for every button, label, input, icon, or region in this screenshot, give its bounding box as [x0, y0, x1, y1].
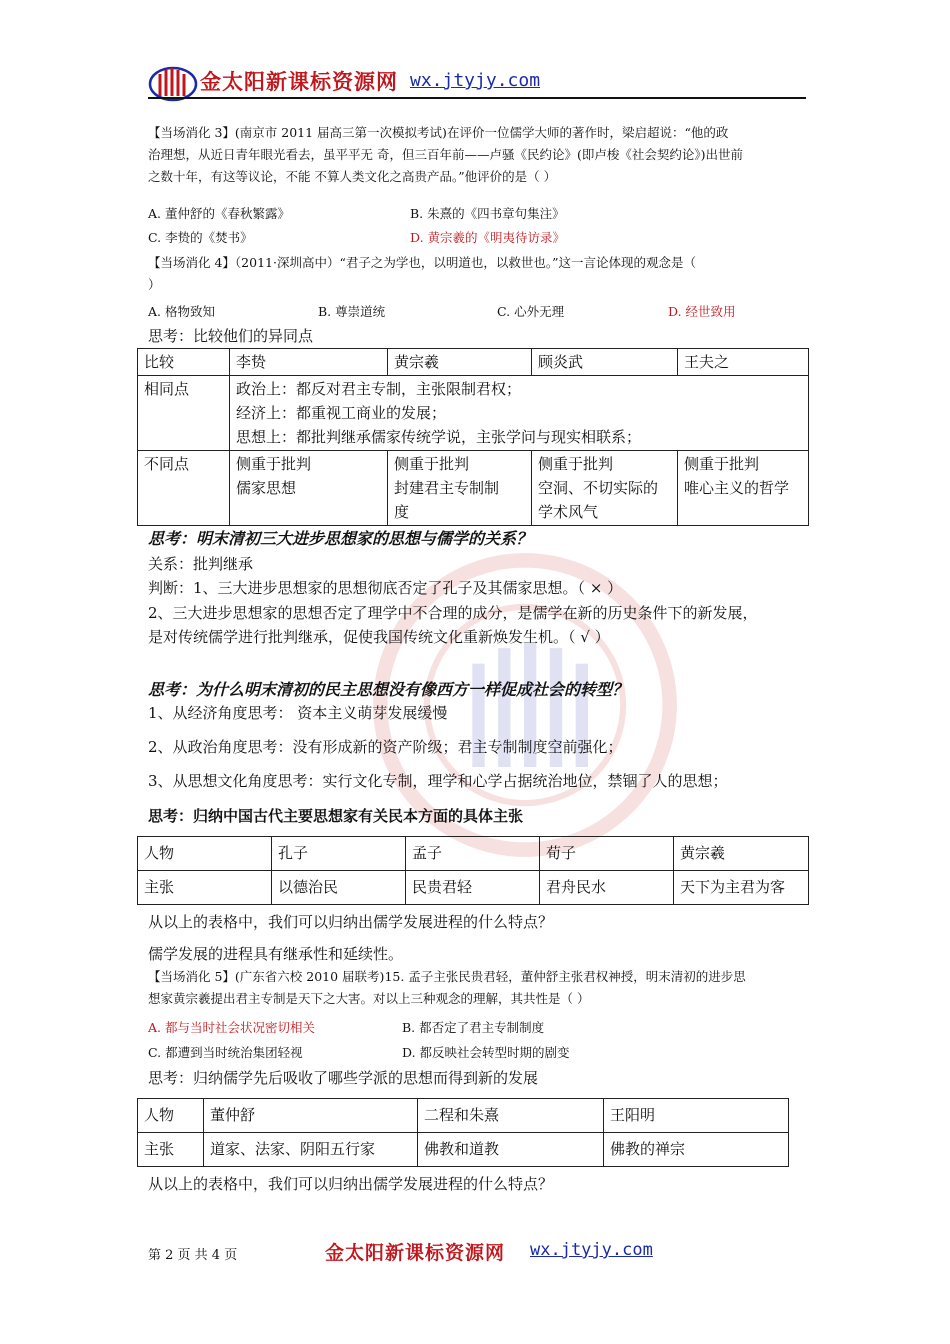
table-cell: 荀子 [540, 837, 674, 871]
comparison-table [137, 348, 809, 526]
think-relation-heading: 思考：明末清初三大进步思想家的思想与儒学的关系？ [148, 529, 533, 548]
table-cell [230, 376, 809, 451]
diff-line: 封建君主专制制 [394, 479, 500, 497]
diff-line: 度 [394, 503, 410, 521]
question-3 [148, 122, 808, 188]
q5-option-a-answer: A. 都与当时社会状况密切相关 [148, 1020, 315, 1035]
table-cell: 董仲舒 [204, 1099, 418, 1133]
q3-option-d-answer: D. 黄宗羲的《明夷待访录》 [410, 230, 566, 245]
question-3-line: 之数十年，有这等议论，不能 不算人类文化之高贵产品。”他评价的是（ ） [148, 169, 557, 184]
table-cell: 天下为主君为客 [674, 871, 809, 905]
table-cell: 孔子 [272, 837, 406, 871]
table-cell: 李贽 [230, 349, 388, 376]
question-4-line: ） [148, 277, 161, 292]
page-number: 第 2 页 共 4 页 [148, 1248, 238, 1263]
table-cell [678, 451, 809, 526]
table-row [138, 837, 809, 871]
reason-economic: 1、从经济角度思考： 资本主义萌芽发展缓慢 [148, 704, 448, 722]
table-cell [532, 451, 678, 526]
site-logo-icon [148, 62, 198, 102]
q3-option-c: C. 李贽的《焚书》 [148, 230, 253, 245]
diff-line: 侧重于批判 [538, 455, 614, 473]
table-cell: 以德治民 [272, 871, 406, 905]
header-title: 金太阳新课标资源网 [200, 69, 398, 94]
judge-1: 判断：1、三大进步思想家的思想彻底否定了孔子及其儒家思想。（ × ） [148, 579, 623, 597]
diff-line: 侧重于批判 [394, 455, 470, 473]
think-absorb-heading: 思考：归纳儒学先后吸收了哪些学派的思想而得到新的发展 [148, 1069, 539, 1087]
question-5 [148, 966, 808, 1010]
table-cell [230, 451, 388, 526]
q5-option-c: C. 都遭到当时统治集团轻视 [148, 1045, 303, 1060]
footer-url-link[interactable]: wx.jtyjy.com [530, 1240, 653, 1260]
q5-option-d: D. 都反映社会转型时期的剧变 [402, 1045, 570, 1060]
same-line: 经济上：都重视工商业的发展； [236, 404, 447, 422]
q4-option-d-answer: D. 经世致用 [668, 304, 736, 319]
table-row [138, 1133, 789, 1167]
table-cell: 道家、法家、阴阳五行家 [204, 1133, 418, 1167]
judge-2-line: 2、三大进步思想家的思想否定了理学中不合理的成分，是儒学在新的历史条件下的新发展， [148, 604, 758, 622]
table-row [138, 451, 809, 526]
question-3-line: 【当场消化 3】(南京市 2011 届高三第一次模拟考试)在评价一位儒学大师的著作时，梁启超说：“他的政 [148, 125, 729, 140]
table-cell: 王夫之 [678, 349, 809, 376]
header-url-link[interactable]: wx.jtyjy.com [410, 70, 541, 91]
table-cell: 民贵君轻 [406, 871, 540, 905]
answer-feature-1: 儒学发展的进程具有继承性和延续性。 [148, 945, 404, 963]
question-5-line: 想家黄宗羲提出君主专制是天下之大害。对以上三种观念的理解，其共性是（ ） [148, 991, 590, 1006]
q4-option-c: C. 心外无理 [497, 304, 565, 319]
q3-option-b: B. 朱熹的《四书章句集注》 [410, 206, 565, 221]
question-feature-1: 从以上的表格中，我们可以归纳出儒学发展进程的什么特点？ [148, 913, 554, 931]
table-cell: 比较 [138, 349, 230, 376]
diff-line: 侧重于批判 [684, 455, 760, 473]
question-feature-2: 从以上的表格中，我们可以归纳出儒学发展进程的什么特点？ [148, 1175, 554, 1193]
question-5-line: 【当场消化 5】(广东省六校 2010 届联考)15. 孟子主张民贵君轻，董仲舒主张君权神授，明末清初的进步思 [148, 969, 746, 984]
table-cell: 佛教的禅宗 [604, 1133, 789, 1167]
question-4-line: 【当场消化 4】（2011·深圳高中）“君子之为学也，以明道也，以救世也。”这一言论体现的观念是（ [148, 255, 696, 270]
table-cell: 顾炎武 [532, 349, 678, 376]
diff-line: 儒家思想 [236, 479, 297, 497]
same-line: 政治上：都反对君主专制，主张限制君权； [236, 380, 522, 398]
q5-option-b: B. 都否定了君主专制制度 [402, 1020, 545, 1035]
think-compare: 思考：比较他们的异同点 [148, 327, 314, 345]
table-cell: 相同点 [138, 376, 230, 451]
relation-text: 关系：批判继承 [148, 555, 254, 573]
question-4 [148, 252, 808, 296]
diff-line: 空洞、不切实际的 [538, 479, 659, 497]
reason-cultural: 3、从思想文化角度思考：实行文化专制，理学和心学占据统治地位，禁锢了人的思想； [148, 772, 728, 790]
table-cell: 主张 [138, 1133, 204, 1167]
table-cell: 不同点 [138, 451, 230, 526]
absorb-table [137, 1098, 789, 1167]
table-cell: 主张 [138, 871, 272, 905]
table-cell: 君舟民水 [540, 871, 674, 905]
reason-political: 2、从政治角度思考：没有形成新的资产阶级；君主专制制度空前强化； [148, 738, 623, 756]
think-transformation-heading: 思考：为什么明末清初的民主思想没有像西方一样促成社会的转型？ [148, 680, 629, 699]
q4-option-a: A. 格物致知 [148, 304, 215, 319]
table-cell: 人物 [138, 1099, 204, 1133]
table-cell: 王阳明 [604, 1099, 789, 1133]
table-row [138, 376, 809, 451]
table-row [138, 871, 809, 905]
table-cell [388, 451, 532, 526]
table-cell: 黄宗羲 [388, 349, 532, 376]
judge-2-line: 是对传统儒学进行批判继承，促使我国传统文化重新焕发生机。（ √ ） [148, 628, 610, 646]
question-3-line: 治理想，从近日青年眼光看去，虽平平无 奇，但三百年前——卢骚《民约论》(即卢梭《社会契约论》)出世前 [148, 147, 743, 162]
table-cell: 孟子 [406, 837, 540, 871]
table-cell: 人物 [138, 837, 272, 871]
q3-option-a: A. 董仲舒的《春秋繁露》 [148, 206, 290, 221]
table-cell: 二程和朱熹 [418, 1099, 604, 1133]
header-divider [148, 97, 806, 99]
q4-option-b: B. 尊崇道统 [318, 304, 386, 319]
diff-line: 侧重于批判 [236, 455, 312, 473]
minben-table [137, 836, 809, 905]
table-cell: 黄宗羲 [674, 837, 809, 871]
footer-title: 金太阳新课标资源网 [325, 1242, 506, 1264]
table-cell: 佛教和道教 [418, 1133, 604, 1167]
table-row [138, 1099, 789, 1133]
diff-line: 学术风气 [538, 503, 599, 521]
think-minben-heading: 思考：归纳中国古代主要思想家有关民本方面的具体主张 [148, 807, 524, 825]
diff-line: 唯心主义的哲学 [684, 479, 790, 497]
same-line: 思想上：都批判继承儒家传统学说，主张学问与现实相联系； [236, 428, 642, 446]
table-row [138, 349, 809, 376]
